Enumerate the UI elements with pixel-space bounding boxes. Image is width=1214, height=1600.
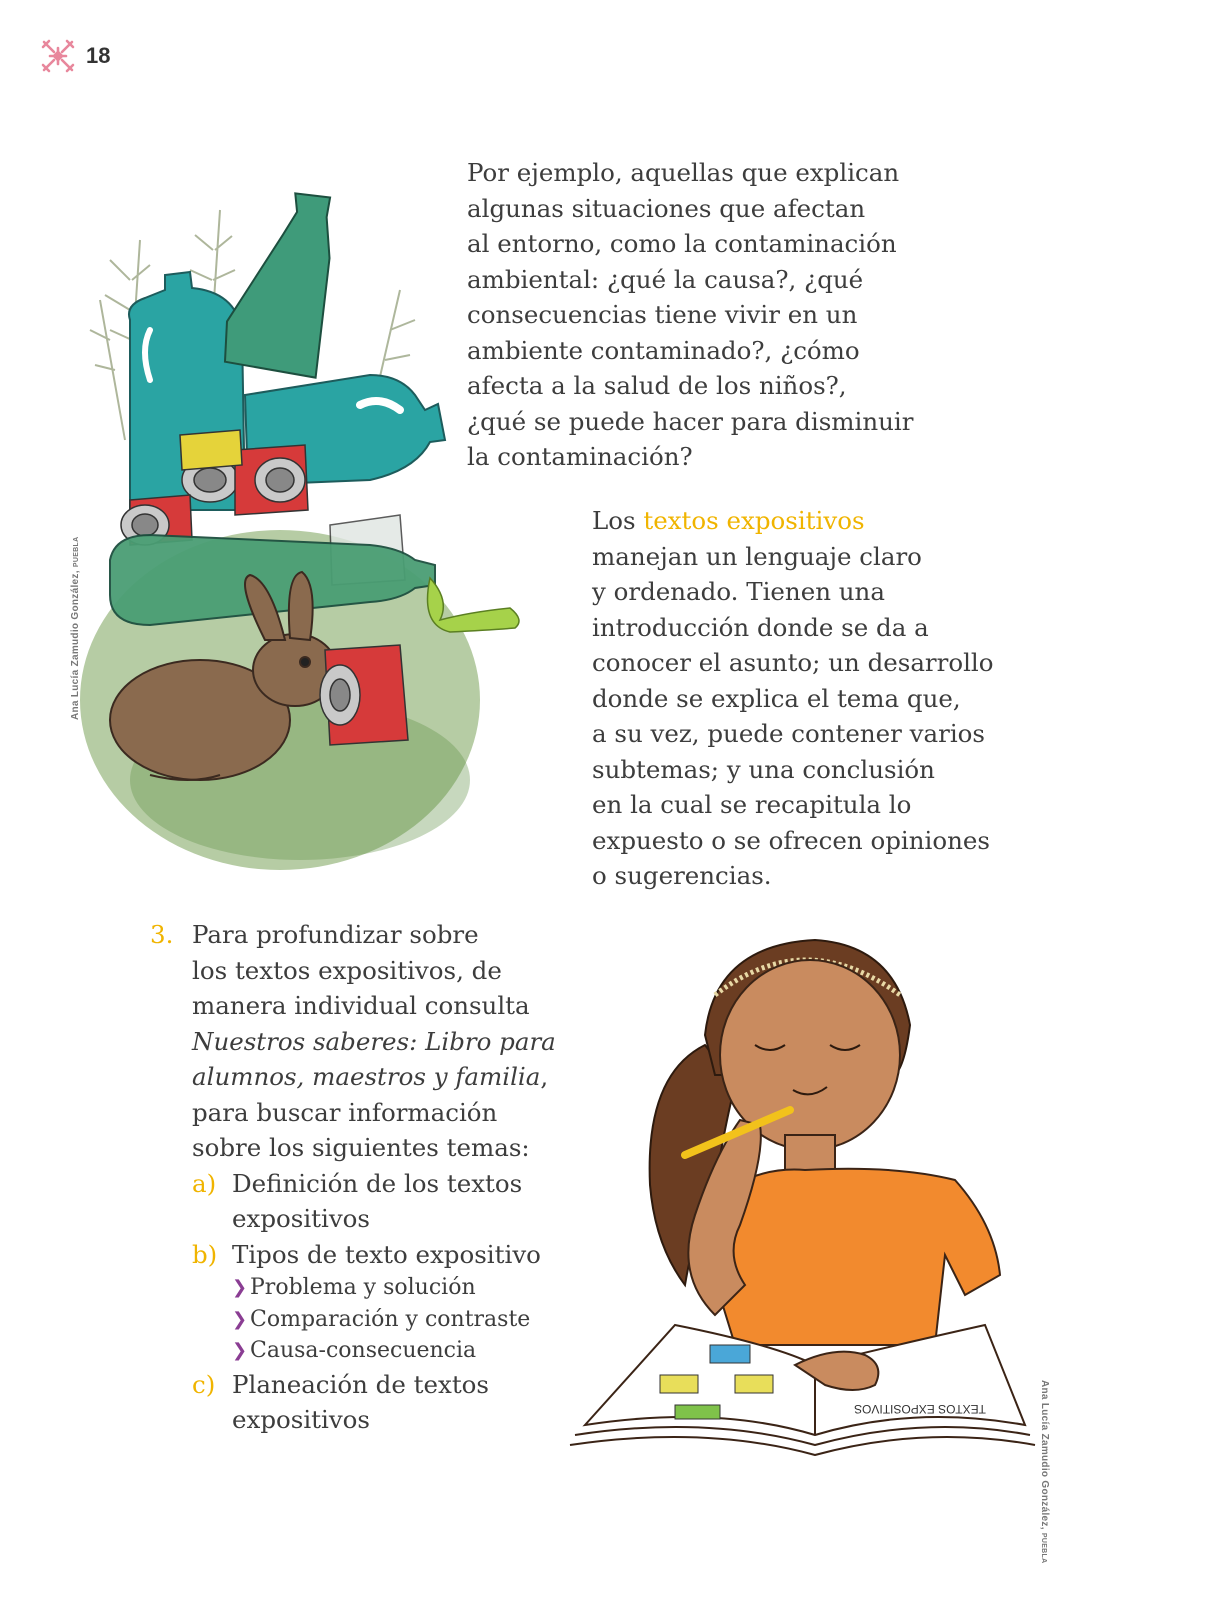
expository-line: y ordenado. Tienen una (592, 577, 885, 606)
credit-illustrator: Ana Lucía Zamudio González, (70, 570, 81, 720)
item-b-line-1: Tipos de texto expositivo (232, 1239, 541, 1269)
item-b-bullets (232, 1272, 556, 1367)
item-a-marker: a) (192, 1168, 217, 1198)
expository-line: expuesto o se ofrecen opiniones (592, 825, 990, 855)
activity-line: para buscar información (192, 1097, 498, 1127)
item-b-marker: b) (192, 1239, 218, 1269)
expository-line: subtemas; y una conclusión (592, 754, 935, 784)
bullet-item (232, 1272, 556, 1304)
intro-line: Por ejemplo, aquellas que explican (467, 158, 900, 187)
activity-line: los textos expositivos, de (192, 955, 502, 985)
green-spill (428, 578, 520, 632)
book-title-part-2: alumnos, maestros y familia (192, 1062, 541, 1091)
activity-3 (150, 917, 556, 1438)
item-c-line-1: Planeación de textos (232, 1369, 489, 1399)
expository-line: en la cual se recapitula lo (592, 790, 912, 819)
credit-place: PUEBLA (73, 536, 80, 568)
expository-line: conocer el asunto; un desarrollo (592, 648, 994, 677)
bullet-text: Causa-consecuencia (250, 1338, 477, 1363)
intro-line: algunas situaciones que afectan (467, 193, 866, 223)
activity-line: sobre los siguientes temas: (192, 1133, 530, 1162)
book-title-suffix: , (540, 1062, 549, 1091)
bullet-chevron-icon: ❯ (232, 1308, 248, 1330)
bullet-chevron-icon: ❯ (232, 1340, 248, 1361)
item-c-marker: c) (192, 1369, 216, 1399)
expository-line: donde se explica el tema que, (592, 683, 961, 713)
item-b (192, 1237, 556, 1273)
girl-reading-illustration (565, 925, 1045, 1485)
expository-line: introducción donde se da a (592, 612, 929, 642)
intro-paragraph (467, 155, 913, 475)
item-a (192, 1166, 556, 1237)
intro-line: afecta a la salud de los niños?, (467, 371, 847, 400)
bullet-item (232, 1304, 556, 1336)
book-cover-text: TEXTOS EXPOSITIVOS (854, 1402, 986, 1416)
expository-line: manejan un lenguaje claro (592, 541, 922, 571)
book-title-line-1: Nuestros saberes: Libro para (192, 1026, 556, 1056)
expository-first-line (592, 503, 994, 539)
expository-highlight: textos expositivos (643, 506, 865, 535)
page-number: 18 (86, 43, 111, 68)
activity-line: Para profundizar sobre (192, 920, 479, 949)
expository-prefix: Los (592, 506, 644, 535)
intro-line: ¿qué se puede hacer para disminuir (467, 406, 914, 436)
activity-body (192, 917, 556, 1438)
illustration-credit-2 (1039, 1380, 1050, 1563)
pollution-illustration (70, 180, 530, 870)
book-title-line-2 (192, 1059, 556, 1095)
illustration-credit-1 (70, 537, 81, 720)
page-number-block (40, 38, 110, 74)
bullet-text: Comparación y contraste (250, 1306, 531, 1332)
intro-line: consecuencias tiene vivir en un (467, 300, 858, 329)
bullet-item (232, 1335, 556, 1367)
activity-line: manera individual consulta (192, 991, 530, 1020)
item-a-line-1: Definición de los textos (232, 1168, 523, 1198)
item-a-line-2: expositivos (232, 1204, 371, 1233)
intro-line: ambiente contaminado?, ¿cómo (467, 335, 860, 365)
intro-line: ambiental: ¿qué la causa?, ¿qué (467, 264, 864, 294)
item-c (192, 1367, 556, 1438)
expository-paragraph (592, 503, 994, 894)
expository-line: o sugerencias. (592, 861, 772, 890)
intro-line: la contaminación? (467, 442, 693, 471)
activity-number: 3. (150, 920, 174, 949)
bullet-text: Problema y solución (250, 1275, 476, 1300)
red-can (320, 645, 408, 745)
expository-line: a su vez, puede contener varios (592, 719, 985, 748)
pink-star-ornament-icon (40, 38, 76, 74)
intro-line: al entorno, como la contaminación (467, 229, 897, 258)
green-bottle-upright (220, 184, 347, 378)
credit-illustrator: Ana Lucía Zamudio González, (1039, 1380, 1050, 1530)
credit-place: PUEBLA (1040, 1532, 1047, 1564)
bullet-chevron-icon: ❯ (232, 1277, 248, 1298)
item-c-line-2: expositivos (232, 1405, 371, 1434)
